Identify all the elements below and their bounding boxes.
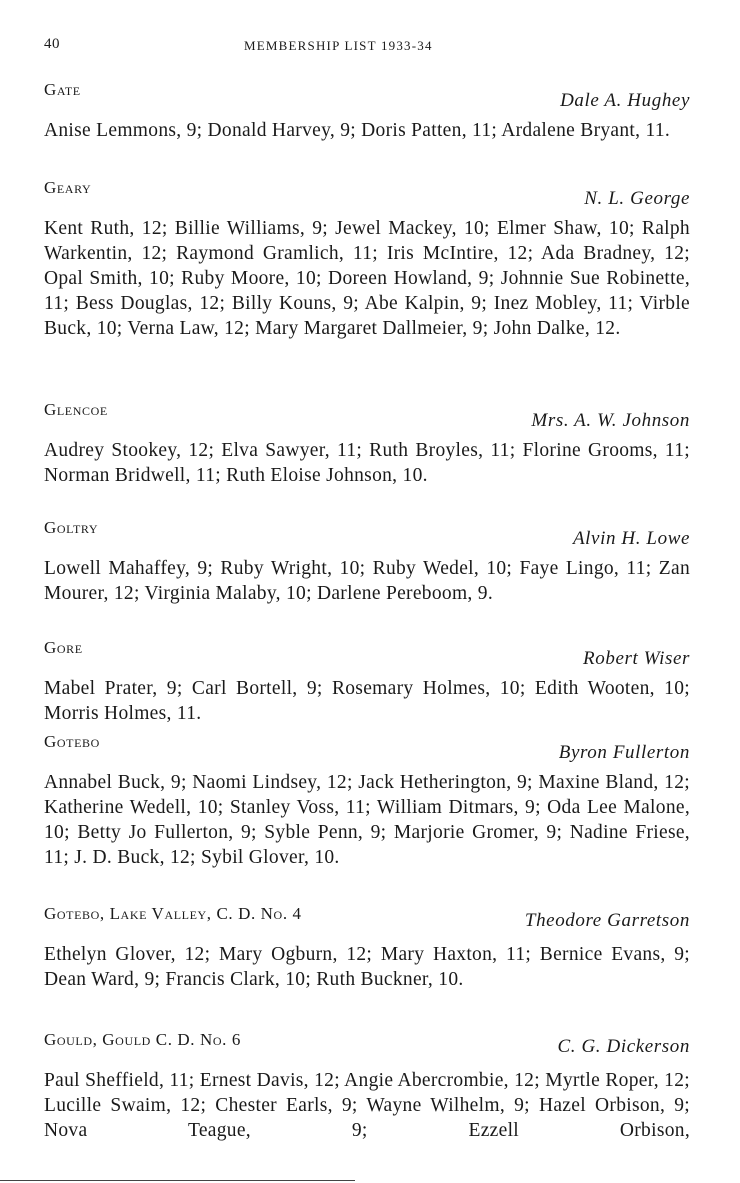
school-name: Gotebo, Lake Valley, C. D. No. 4 xyxy=(44,904,302,923)
page-number: 40 xyxy=(44,36,60,52)
school-entry-glencoe xyxy=(40,400,690,488)
school-entry-geary xyxy=(40,178,690,341)
member-list: Paul Sheffield, 11; Ernest Davis, 12; Angie Abercrombie, 12; Myrtle Roper, 12; Lucille Swaim, 12; Chester Earls, 9; Wayne Wilhelm, 9; Hazel Orbison, 9; Nova Teague, 9; Ezzell Orbison, xyxy=(44,1070,690,1141)
teacher-name: Robert Wiser xyxy=(583,648,690,669)
member-list: Mabel Prater, 9; Carl Bortell, 9; Rosemary Holmes, 10; Edith Wooten, 10; Morris Holmes, 11. xyxy=(44,678,690,724)
entry-heading xyxy=(40,904,690,942)
member-list: Anise Lemmons, 9; Donald Harvey, 9; Doris Patten, 11; Ardalene Bryant, 11. xyxy=(44,120,671,141)
school-name: Gould, Gould C. D. No. 6 xyxy=(44,1030,241,1049)
school-entry-gore xyxy=(40,638,690,726)
school-name: Gate xyxy=(44,80,81,99)
school-name: Glencoe xyxy=(44,400,108,419)
teacher-name: Dale A. Hughey xyxy=(560,90,690,111)
running-title: MEMBERSHIP LIST 1933-34 xyxy=(244,38,433,53)
member-list: Ethelyn Glover, 12; Mary Ogburn, 12; Mary Haxton, 11; Bernice Evans, 9; Dean Ward, 9; Francis Clark, 10; Ruth Buckner, 10. xyxy=(44,944,690,990)
school-entry-goltry xyxy=(40,518,690,606)
school-name: Geary xyxy=(44,178,92,197)
member-list: Lowell Mahaffey, 9; Ruby Wright, 10; Ruby Wedel, 10; Faye Lingo, 11; Zan Mourer, 12; Virginia Malaby, 10; Darlene Pereboom, 9. xyxy=(44,558,690,604)
school-name: Goltry xyxy=(44,518,99,537)
entry-heading xyxy=(40,400,690,438)
entry-heading xyxy=(40,80,690,118)
entry-heading xyxy=(40,518,690,556)
entry-heading xyxy=(40,732,690,770)
school-entry-gotebo xyxy=(40,732,690,870)
entry-heading xyxy=(40,178,690,216)
school-name: Gore xyxy=(44,638,83,657)
school-entry-gould xyxy=(40,1030,690,1143)
entry-heading xyxy=(40,638,690,676)
teacher-name: C. G. Dickerson xyxy=(557,1036,690,1057)
school-entry-gate xyxy=(40,80,690,143)
school-entry-gotebo-lake-valley xyxy=(40,904,690,992)
teacher-name: Alvin H. Lowe xyxy=(572,528,690,549)
teacher-name: Mrs. A. W. Johnson xyxy=(531,410,690,431)
teacher-name: N. L. George xyxy=(584,188,690,209)
entry-heading xyxy=(40,1030,690,1068)
school-name: Gotebo xyxy=(44,732,100,751)
page-header xyxy=(44,36,700,58)
member-list: Annabel Buck, 9; Naomi Lindsey, 12; Jack Hetherington, 9; Maxine Bland, 12; Katherine Wedell, 10; Stanley Voss, 11; William Ditmars, 9; Oda Lee Malone, 10; Betty Jo Fullerton, 9; Syble Penn, 9; Marjorie Gromer, 9; Nadine Friese, 11; J. D. Buck, 12; Sybil Glover, 10. xyxy=(44,772,690,868)
teacher-name: Theodore Garretson xyxy=(524,910,690,931)
member-list: Kent Ruth, 12; Billie Williams, 9; Jewel Mackey, 10; Elmer Shaw, 10; Ralph Warkentin, 12; Raymond Gramlich, 11; Iris McIntire, 12; Ada Bradney, 12; Opal Smith, 10; Ruby Moore, 10; Doreen Howland, 9; Johnnie Sue Robinette, 11; Bess Douglas, 12; Billy Kouns, 9; Abe Kalpin, 9; Inez Mobley, 11; Virble Buck, 10; Verna Law, 12; Mary Margaret Dallmeier, 9; John Dalke, 12. xyxy=(44,218,690,339)
footer-rule xyxy=(0,1180,355,1181)
member-list: Audrey Stookey, 12; Elva Sawyer, 11; Ruth Broyles, 11; Florine Grooms, 11; Norman Bridwell, 11; Ruth Eloise Johnson, 10. xyxy=(44,440,690,486)
teacher-name: Byron Fullerton xyxy=(558,742,690,763)
